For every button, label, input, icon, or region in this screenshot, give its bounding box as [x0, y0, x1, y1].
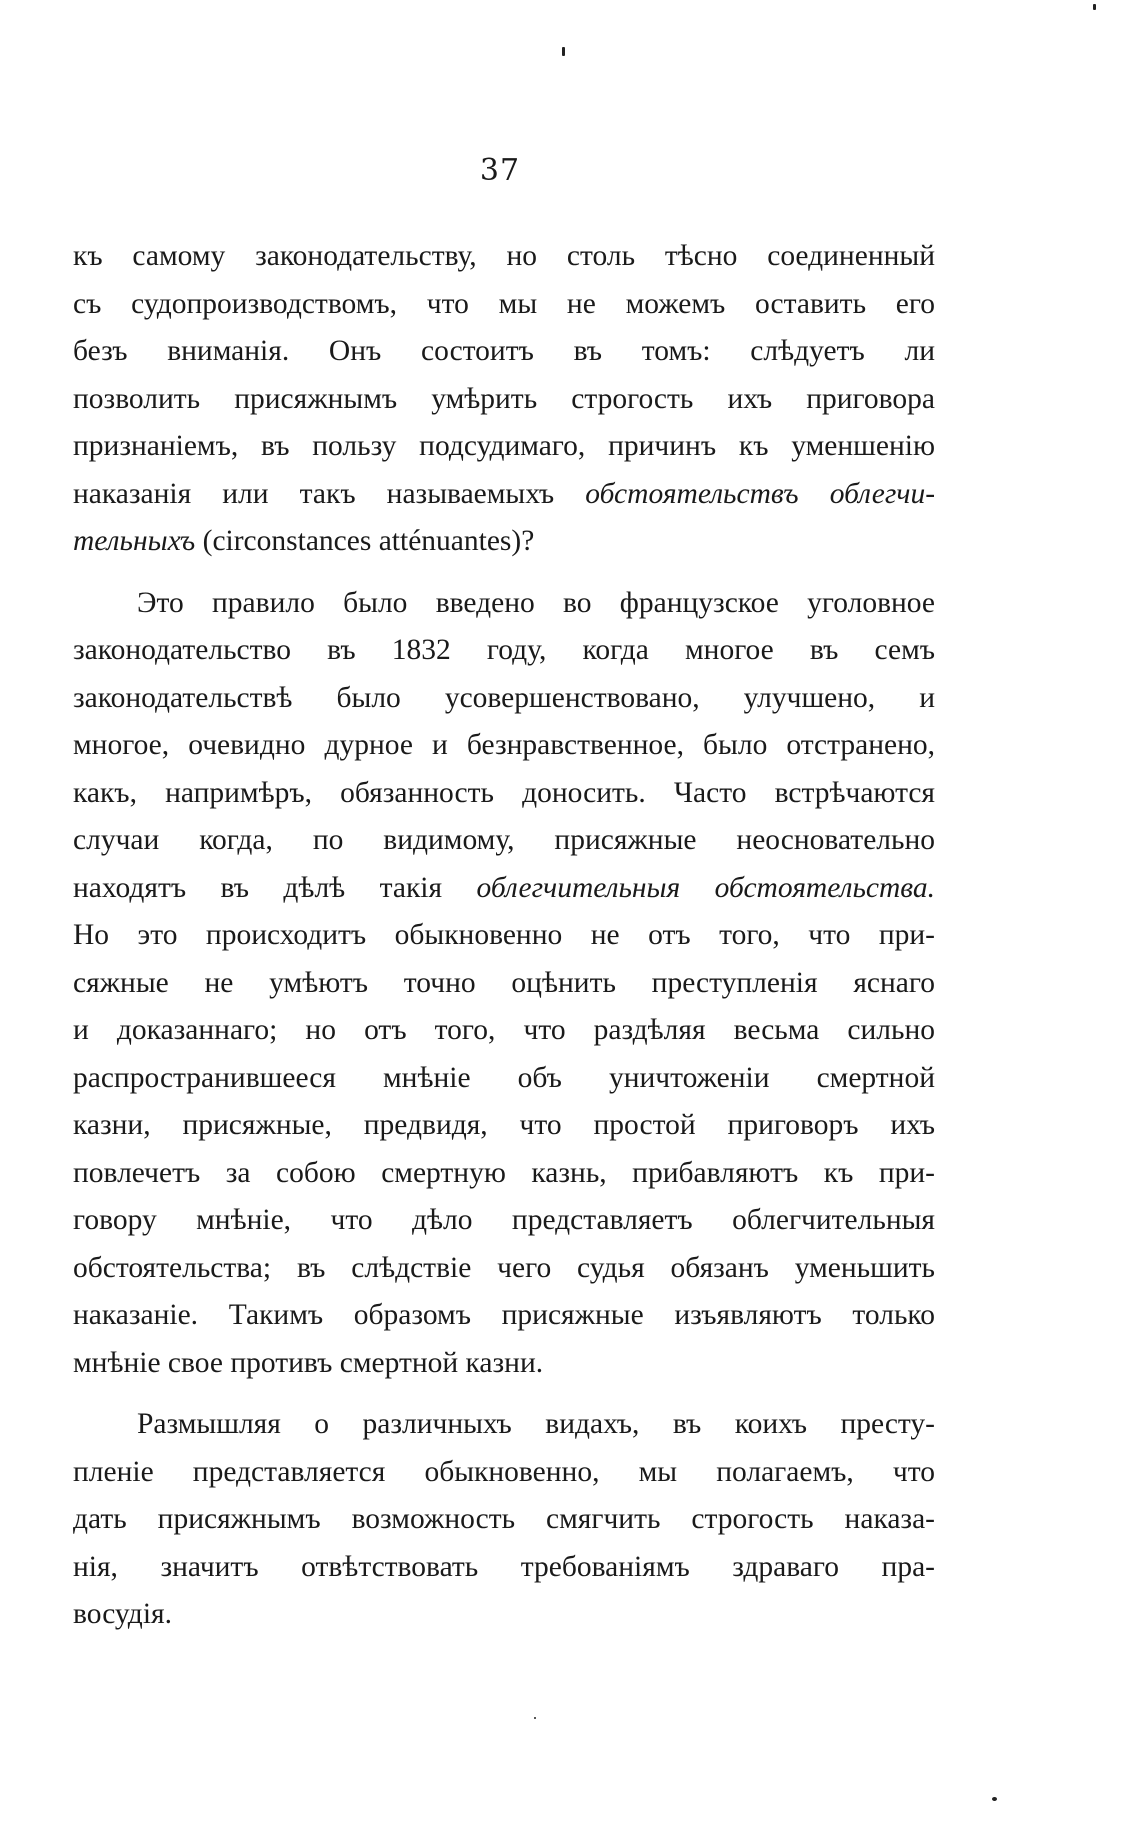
- text-line: пленіе представляется обыкновенно, мы полагаемъ, что: [73, 1455, 935, 1488]
- page-number: 37: [479, 153, 521, 188]
- text-line: повлечетъ за собою смертную казнь, прибавляютъ къ при-: [73, 1156, 935, 1189]
- text-line: законодательство въ 1832 году, когда многое въ семъ: [73, 634, 935, 666]
- scan-speck: [534, 1717, 536, 1719]
- paragraph-1: [73, 233, 935, 566]
- italic-term: тельныхъ: [73, 525, 196, 557]
- scan-speck: [992, 1797, 997, 1801]
- text-line: безъ вниманія. Онъ состоитъ въ томъ: слѣдуетъ ли: [73, 335, 935, 367]
- text-line: позволить присяжнымъ умѣрить строгость ихъ приговора: [73, 382, 935, 415]
- text-line: говору мнѣніе, что дѣло представляетъ облегчительныя: [73, 1204, 935, 1236]
- text-line: [73, 865, 935, 913]
- italic-term: облегчительныя обстоятельства.: [476, 871, 936, 904]
- italic-term: обстоятельствъ облегчи-: [585, 477, 936, 510]
- scan-speck: [562, 47, 565, 56]
- text-line: наказаніе. Такимъ образомъ присяжные изъявляютъ только: [73, 1299, 935, 1331]
- text-line: многое, очевидно дурное и безнравственное, было отстранено,: [73, 729, 935, 761]
- text-line: признаніемъ, въ пользу подсудимаго, причинъ къ уменшенію: [73, 430, 935, 462]
- text-fragment: (circonstances atténuantes)?: [202, 525, 535, 557]
- paragraph-3: [73, 1401, 935, 1639]
- body-text: [73, 233, 935, 1639]
- text-line: и доказаннаго; но отъ того, что раздѣляя весьма сильно: [73, 1014, 935, 1046]
- text-line: къ самому законодательству, но столь тѣсно соединенный: [73, 240, 935, 272]
- text-line: Размышляя о различныхъ видахъ, въ коихъ престу-: [137, 1408, 935, 1440]
- text-line: законодательствѣ было усовершенствовано, улучшено, и: [73, 681, 935, 714]
- text-line: мнѣніе свое противъ смертной казни.: [73, 1346, 544, 1379]
- text-line: Но это происходитъ обыкновенно не отъ того, что при-: [73, 919, 935, 951]
- paragraph-2: [73, 580, 935, 1388]
- text-line: [73, 471, 935, 519]
- text-line: Это правило было введено во французское уголовное: [137, 586, 935, 619]
- text-line: [73, 518, 935, 566]
- text-line: распространившееся мнѣніе объ уничтоженіи смертной: [73, 1061, 935, 1094]
- text-line: съ судопроизводствомъ, что мы не можемъ оставить его: [73, 287, 935, 320]
- scan-speck: [1093, 4, 1096, 10]
- text-line: сяжные не умѣютъ точно оцѣнить преступленія яснаго: [73, 966, 935, 999]
- text-fragment: наказанія или такъ называемыхъ: [73, 477, 555, 510]
- text-line: казни, присяжные, предвидя, что простой приговоръ ихъ: [73, 1109, 935, 1141]
- text-line: нія, значитъ отвѣтствовать требованіямъ здраваго пра-: [73, 1550, 935, 1583]
- text-fragment: находятъ въ дѣлѣ такія: [73, 871, 443, 904]
- text-line: восудія.: [73, 1598, 172, 1630]
- text-line: какъ, напримѣръ, обязанность доносить. Часто встрѣчаются: [73, 776, 935, 809]
- text-line: обстоятельства; въ слѣдствіе чего судья обязанъ уменьшить: [73, 1251, 935, 1284]
- text-line: случаи когда, по видимому, присяжные неосновательно: [73, 824, 935, 856]
- text-line: дать присяжнымъ возможность смягчить строгость наказа-: [73, 1503, 935, 1535]
